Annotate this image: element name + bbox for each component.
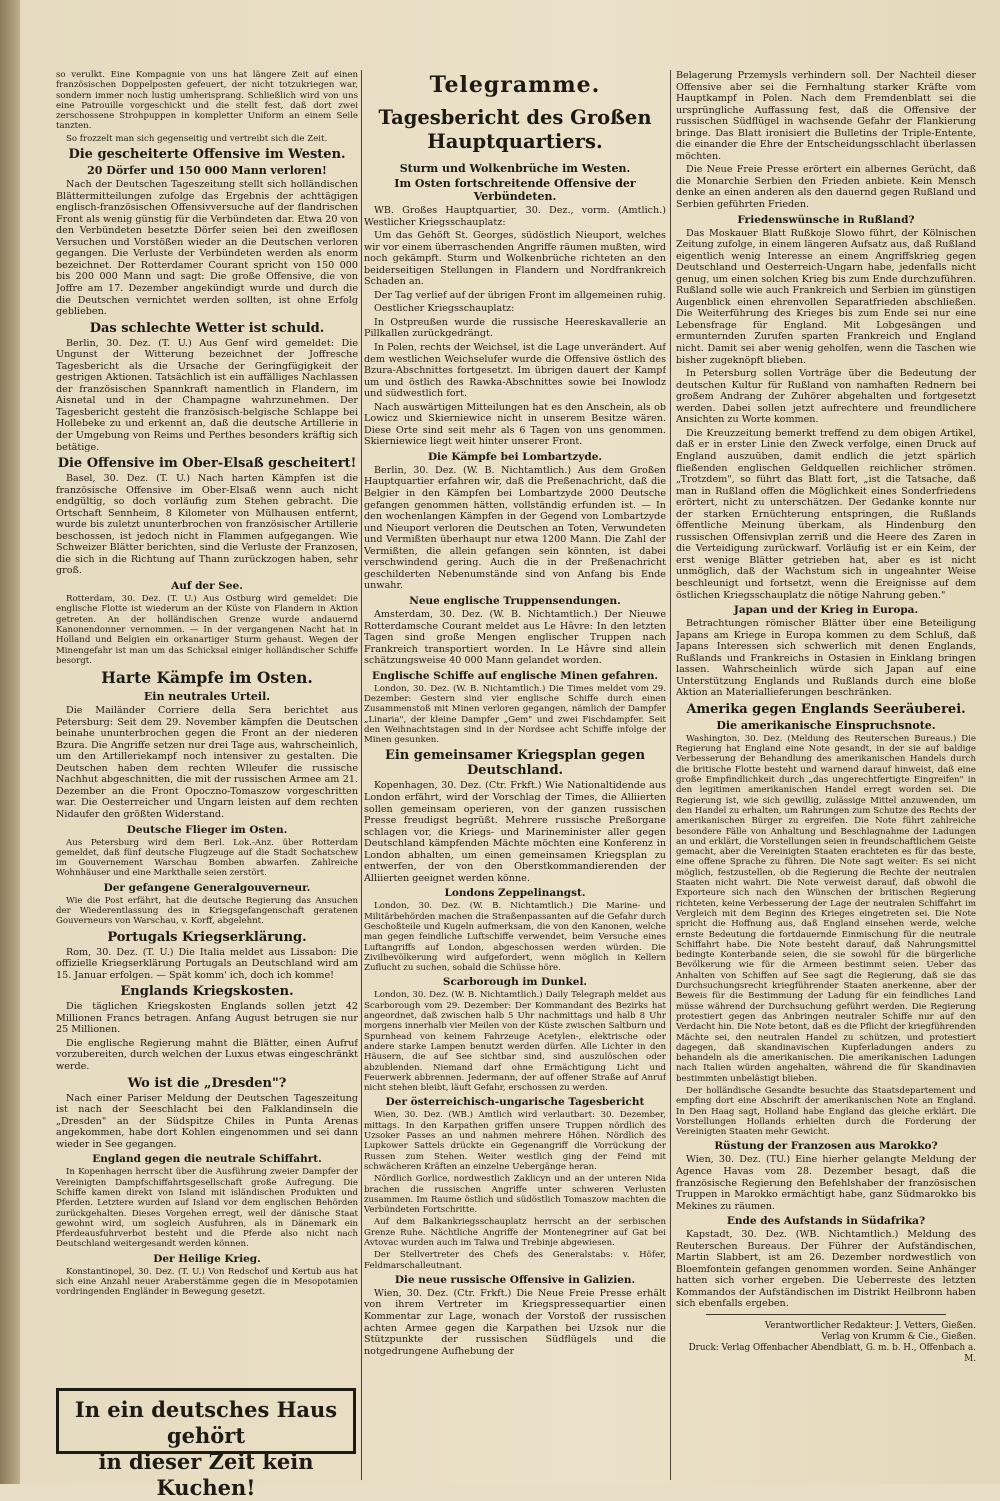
ad-line: In ein deutsches Haus gehört xyxy=(74,1397,338,1448)
article-text: In Kopenhagen herrscht über die Ausführung zweier Dampfer der Vereinigten Dampfschiffahrtsgesellschaft große Aufregung. Die Schiffe kamen direkt von Island mit isländischen Produkten und Pferden. Letztere wurden auf Island vor dem englischen Behörden zurückgehalten. Dieses Vorgehen erregt, weil der dänische Staat gewohnt wird, um sogleich Ausfuhren, als in Dänemark ein Pferdeausfuhrverbot besteht und die Pferde also nicht nach Deutschland weitergesandt werden können. xyxy=(56,1167,358,1250)
headline: Friedenswünsche in Rußland? xyxy=(737,213,915,226)
article-text: Rom, 30. Dez. (T. U.) Die Italia meldet aus Lissabon: Die offizielle Kriegserklärung Portugals an Deutschland wird am 15. Januar erfolgen. — Spät komm' ich, doch ich komme! xyxy=(56,946,358,981)
headline: Der Heilige Krieg. xyxy=(153,1252,261,1265)
headline: Die Offensive im Ober-Elsaß gescheitert! xyxy=(57,456,357,472)
headline: Portugals Kriegserklärung. xyxy=(107,929,307,945)
headline: Der gefangene Generalgouverneur. xyxy=(103,881,311,894)
article-text: In Petersburg sollen Vorträge über die Bedeutung der deutschen Kultur für Rußland von namhaften Rednern bei großem Andrang der Zuhörer abgehalten und fortgesetzt werden. Dabei sollen jetzt aufrechtere und freundlichere Ansichten zu Worte kommen. xyxy=(676,368,976,426)
article-text: Konstantinopel, 30. Dez. (T. U.) Von Redschof und Kertub aus hat sich eine Anzahl neuer Araberstämme gegen die in Mesopotamien vordringenden Engländer in Bewegung gesetzt. xyxy=(56,1266,358,1298)
headline: Scarborough im Dunkel. xyxy=(442,976,588,989)
article-text: Amsterdam, 30. Dez. (W. B. Nichtamtlich.) Der Nieuwe Rotterdamsche Courant meldet aus Le Hâvre: In den letzten Tagen sind große Mengen englischer Truppen nach Frankreich transportiert worden. In Le Hâvre sind allein schätzungsweise 40 000 Mann gelandet worden. xyxy=(364,608,666,667)
article-text: London, 30. Dez. (W. B. Nichtamtlich.) Die Times meldet vom 29. Dezember: Gestern sind vier englische Schiffe durch einen Zusammenstoß mit Minen verloren gegangen, nämlich der Dampfer „Linaria", der kleine Dampfer „Gem" und zwei Fischdampfer. Seit den Weihnachtstagen sind in der Nordsee acht Schiffe infolge der Minen gesunken. xyxy=(364,683,666,746)
imprint-publisher: Verlag von Krumm & Cie., Gießen. xyxy=(821,1332,976,1343)
headline: Englische Schiffe auf englische Minen gefahren. xyxy=(372,669,658,682)
subheadline: Sturm und Wolkenbrüche im Westen. xyxy=(399,162,631,175)
article-text: Die Kreuzzeitung bemerkt treffend zu dem obigen Artikel, daß er in erster Linie den Zweck verfolge, einen Druck auf England auszuüben, damit endlich die jetzt spärlich fließenden englischen Geldquellen reichlicher strömen. „Trotzdem", so führt das Blatt fort, „ist die Tatsache, daß man in Rußland offen die Möglichkeit eines Sonderfriedens erörtert, nicht zu unterschätzen. Der Gedanke konnte nur der starken Ernüchterung entspringen, die Rußlands öffentliche Meinung überkam, als Hindenburg den russischen Offensivplan zerriß und die Heere des Zaren in die Verteidigung zurückwarf. Vorläufig ist er ein Keim, der erst wenige Blätter getrieben hat, aber es ist nicht unmöglich, daß der Wachstum sich in ungeahnter Weise beschleunigt und fortsetzt, wenn die Ereignisse auf dem östlichen Kriegsschauplatz die nötige Nahrung geben." xyxy=(676,427,976,601)
headline: Auf der See. xyxy=(171,580,243,593)
headline: Harte Kämpfe im Osten. xyxy=(101,668,313,688)
headline: Londons Zeppelinangst. xyxy=(444,887,586,900)
article-text: So frozzelt man sich gegenseitig und vertreibt sich die Zeit. xyxy=(66,133,328,144)
imprint-printer: Druck: Verlag Offenbacher Abendblatt, G. m. b. H., Offenbach a. M. xyxy=(688,1343,976,1365)
article-text: Betrachtungen römischer Blätter über eine Beteiligung Japans am Kriege in Europa kommen zu dem Schluß, daß Japans Interessen sich schwerlich mit denen Englands, Rußlands und Frankreichs in Ostasien in Einklang bringen lassen. Wahrscheinlich würde sich Japan auf eine Unterstützung Englands und Rußlands durch eine bloße Aktion an Materiallieferungen beschränken. xyxy=(676,618,976,699)
headline: Die neue russische Offensive in Galizien. xyxy=(394,1273,636,1286)
headline: England gegen die neutrale Schiffahrt. xyxy=(92,1153,322,1166)
article-text: In Ostpreußen wurde die russische Heereskavallerie an Pillkallen zurückgedrängt. xyxy=(364,316,666,340)
headline: Englands Kriegskosten. xyxy=(120,984,294,1000)
subheadline: 20 Dörfer und 150 000 Mann verloren! xyxy=(87,164,327,178)
page-binding-edge xyxy=(0,0,20,1484)
subheadline: Die amerikanische Einspruchsnote. xyxy=(716,718,936,732)
section-masthead: Telegramme. xyxy=(429,72,601,98)
article-text: Wie die Post erfährt, hat die deutsche Regierung das Ansuchen der Wiederentlassung des in Kriegsgefangenschaft geratenen Gouverneurs von Warschau, v. Korff, abgelehnt. xyxy=(56,895,358,927)
article-text: Nach der Deutschen Tageszeitung stellt sich holländischen Blättermitteilungen zufolge das Ergebnis der achttägigen englisch-französischen Offensivversuche auf der flandrischen Front als wenig günstig für die Verbündeten dar. Etwa 20 von den Verbündeten besetzte Dörfer seien bei den zweiflosen Versuchen und Vorstößen wieder an die Deutschen verloren gegangen. Die Verluste der Verbündeten werden als enorm bezeichnet. Der Rotterdamer Courant spricht von 150 000 bis 200 000 Mann und sagt: Die große Offensive, die von Joffre am 17. Dezember angekündigt wurde und durch die die Deutschen vernichtet werden sollten, ist ohne Erfolg geblieben. xyxy=(56,179,358,318)
imprint-editor: Verantwortlicher Redakteur: J. Vetters, Gießen. xyxy=(764,1321,976,1332)
headline: Die Kämpfe bei Lombartzyde. xyxy=(427,450,603,463)
article-text: Der Tag verlief auf der übrigen Front im allgemeinen ruhig. xyxy=(374,289,666,301)
article-text: Wien, 30. Dez. (TU.) Eine hierher gelangte Meldung der Agence Havas vom 28. Dezember besagt, daß die französische Regierung den Befehlshaber der französischen Truppen in Marokko ermächtigt habe, ganz Südmarokko bis Mekines zu räumen. xyxy=(676,1154,976,1212)
article-text: Wien, 30. Dez. (WB.) Amtlich wird verlautbart: 30. Dezember, mittags. In den Karpathen griffen unsere Truppen nördlich des Uzsoker Passes an und nahmen mehrere Höhen. Nördlich des Lupkower Sattels drückte ein Gegenangriff die Vorrückung der Russen zum Stehen. Weiter westlich ging der Feind mit schwächeren Kräften an einzelne Uebergänge heran. xyxy=(364,1110,666,1172)
article-text: Das Moskauer Blatt Rußkoje Slowo führt, der Kölnischen Zeitung zufolge, in einem längeren Aufsatz aus, daß Rußland eigentlich wenig Interesse an einem Angriffskrieg gegen Deutschland und Oesterreich-Ungarn habe, jedenfalls nicht genug, um einen solchen Krieg bis zum Ende durchzuführen. Rußland solle wie auch Frankreich und Serbien im günstigen Augenblick einen ehrenvollen Separatfrieden abschließen. Die Weiterführung des Krieges bis zum Ende sei nur eine Lebensfrage für England. Mit Lobgesängen und ermunternden Zurufen sparten Frankreich und England nicht. Damit sei aber wenig geholfen, wenn die Taschen wie bisher zugeknöpft blieben. xyxy=(676,227,976,366)
article-text: Der Stellvertreter des Chefs des Generalstabs: v. Höfer, Feldmarschalleutnant. xyxy=(364,1250,666,1271)
article-text: In Polen, rechts der Weichsel, ist die Lage unverändert. Auf dem westlichen Weichselufer wurde die Offensive östlich des Bzura-Abschnittes fortgesetzt. Im übrigen dauert der Kampf um und östlich des Rawka-Abschnittes sowie bei Inowlodz und südwestlich fort. xyxy=(364,342,666,400)
article-text: WB. Großes Hauptquartier, 30. Dez., vorm. (Amtlich.) Westlicher Kriegsschauplatz: xyxy=(364,205,666,228)
article-text: London, 30. Dez. (W. B. Nichtamtlich.) Die Marine- und Militärbehörden machen die Straßenpassanten auf die Gefahr durch Geschoßteile und Kugeln aufmerksam, die von den Kanonen, welche man gegen feindliche Luftschiffe verwendet, beim Versuche eines Luftangriffs auf London, abgeschossen werden würden. Die Zivilbevölkerung wird aufgefordert, wenn möglich in Kellern Zuflucht zu suchen, sobald die Schüsse höre. xyxy=(364,901,666,974)
headline: Das schlechte Wetter ist schuld. xyxy=(89,320,325,336)
column-left xyxy=(56,70,358,1470)
headline: Neue englische Truppensendungen. xyxy=(409,594,621,607)
article-text: Basel, 30. Dez. (T. U.) Nach harten Kämpfen ist die französische Offensive im Ober-Elsaß wenn auch nicht endgültig, so doch vorläufig zum Stehen gebracht. Die Ortschaft Sennheim, 8 Kilometer von Mülhausen entfernt, wurde bis zuletzt ununterbrochen von französischer Artillerie beschossen, ist jedoch nicht in Flammen aufgegangen. Wie Schweizer Blätter berichten, sind die Verluste der Franzosen, die sich in die Richtung auf Thann zurückzogen haben, sehr groß. xyxy=(56,473,358,577)
main-headline: Tagesbericht des Großen Hauptquartiers. xyxy=(378,106,652,153)
article-text: Um das Gehöft St. Georges, südöstlich Nieuport, welches wir vor einem überraschenden Angriffe räumen mußten, wird noch gekämpft. Sturm und Wolkenbrüche richteten an den beiderseitigen Stellungen in Flandern und Nordfrankreich Schaden an. xyxy=(364,230,666,288)
article-text: Berlin, 30. Dez. (T. U.) Aus Genf wird gemeldet: Die Ungunst der Witterung bezeichnet der Joffresche Tagesbericht als die Ursache der Geringfügigkeit der gestrigen Aktionen. Tatsächlich ist ein auffälliges Nachlassen der französischen Spannkraft namentlich in Flandern, im Aisnetal und in der Champagne wahrzunehmen. Der Tagesbericht gesteht die französisch-belgische Schlappe bei Hollebeke zu und erkennt an, daß die deutsche Artillerie in der Umgebung von Reims und Perthes besonders kräftig sich betätige. xyxy=(56,337,358,453)
article-text: Auf dem Balkankriegsschauplatz herrscht an der serbischen Grenze Ruhe. Nächtliche Angriffe der Montenegriner auf Gat bei Avtovac wurden auch im Talwa und Trebinje abgewiesen. xyxy=(364,1217,666,1248)
article-text: London, 30. Dez. (W. B. Nichtamtlich.) Daily Telegraph meldet aus Scarborough vom 29. Dezember: Der Kommandant des Bezirks hat angeordnet, daß zwischen halb 5 Uhr nachmittags und halb 8 Uhr morgens innerhalb vier Meilen von der Küste zwischen Saltburn und Spurnhead von keinem Fahrzeuge Acetylen-, elektrische oder andere starke Lampen benutzt werden dürfen. Alle Lichter in den Häusern, die auf See sichtbar sind, sind auszulöschen oder abzublenden. Niemand darf ohne Ermächtigung Licht und Feuerwerk abbrennen. Jedermann, der auf offener Straße auf Anruf nicht stehen bleibt, läuft Gefahr, erschossen zu werden. xyxy=(364,990,666,1094)
boxed-advertisement xyxy=(56,1388,356,1500)
article-text: Die englische Regierung mahnt die Blätter, einen Aufruf vorzubereiten, durch welchen der Luxus etwas eingeschränkt werde. xyxy=(56,1037,358,1073)
article-text: Der holländische Gesandte besuchte das Staatsdepartement und empfing dort eine Abschrift der amerikanischen Note an England. In Den Haag sagt, Holland habe England das gleiche erklärt. Die Vorstellungen Hollands erhielten durch die Forderung der Vereinigten Staaten mehr Gewicht. xyxy=(676,1085,976,1138)
article-text: Die täglichen Kriegskosten Englands sollen jetzt 42 Millionen Francs betragen. Anfang August betrugen sie nur 25 Millionen. xyxy=(56,1001,358,1036)
article-text: Kopenhagen, 30. Dez. (Ctr. Frkft.) Wie Nationaltidende aus London erfährt, wird der Vorschlag der Times, die Alliierten sollen gemeinsam operieren, von der ganzen russischen Presse freudigst begrüßt. Mehrere russische Preßorgane schlagen vor, die Kriegs- und Marineminister aller gegen Deutschland kämpfenden Mächte möchten eine Konferenz in London abhalten, um einen gemeinsamen Kriegsplan zu entwerfen, der von den Oberstkommandierenden der Alliierten geeignet werden könne. xyxy=(364,780,666,884)
headline: Amerika gegen Englands Seeräuberei. xyxy=(686,701,966,717)
divider xyxy=(706,1314,946,1315)
article-text: Washington, 30. Dez. (Meldung des Reuterschen Bureaus.) Die Regierung hat England eine Note gesandt, in der sie auf baldige Verbesserung der Behandlung des amerikanischen Handels durch die britische Flotte besteht und warnend darauf hinweist, daß eine große Empfindlichkeit durch „das ungerechtfertigte Eingreifen" in den legitimen amerikanischen Handel erregt worden sei. Die Regierung ist, wie sich gewillig, zulässige Mittel anzuwenden, um den Handel zu erhalten, um Rahrungen zum Schutze des Rechts der amerikanischen Bürger zu ergreifen. Die Note führt zahlreiche besondere Fälle von Anhaltung und Beschlagnahme der Ladungen an und erklärt, die Vorstellungen seien in freundschaftlichem Geiste gemacht, aber die Vereinigten Staaten erachteten es für das beste, eine offene Sprache zu führen. Die Note sagt weiter: Es sei nicht möglich, festzustellen, ob die Regierung die Rechte der neutralen Staaten nicht wahrt. Die Note verweist darauf, daß obwohl die Exporteure sich nach den Wünschen der britischen Regierung richteten, keine Verbesserung der Lage der neutralen Schiffahrt im Vergleich mit dem Beginn des Krieges eingetreten sei. Die Note spricht die Hoffnung aus, daß England einsehen werde, welche ernste Bedeutung die fortdauernde Einmischung für die neutrale Schiffahrt habe. Die Note besteht darauf, daß Nahrungsmittel bedingte Konterbande seien, die sie sowohl für die bürgerliche Bevölkerung wie für die Armeen bestimmt seien. Ueber das Anhalten von Schiffen auf See sagt die Regierung, daß sie das Durchsuchungsrecht kriegführender Staaten anerkenne, aber der Beweis für die Bestimmung der Ladung für ein feindliches Land müsse während der Durchsuchung geführt werden. Die Regierung protestiert gegen das Anbringen neutraler Schiffe nur auf den Verdacht hin. Die Note betont, daß es die Pflicht der kriegführenden Mächte sei, den neutralen Handel zu schützen, und protestiert dagegen, daß skandinavischen Kupferladungen anders zu behandeln als die amerikanischen. Die amerikanischen Ladungen nach Italien würden angehalten, während die für Skandinavien bestimmten unbelästigt blieben. xyxy=(676,733,976,1084)
article-text: so verulkt. Eine Kompagnie von uns hat längere Zeit auf einen französischen Doppelposten gefeuert, der nicht totzukriegen war, sondern immer noch lustig umherisprang. Schließlich wird von uns eine Patrouille vorgeschickt und die stellt fest, daß dort zwei zerschossene Strohpuppen in kompletter Uniform an einem Seile tanzten. xyxy=(56,70,358,132)
article-text: Kapstadt, 30. Dez. (WB. Nichtamtlich.) Meldung des Reuterschen Bureaus. Der Führer der Aufständischen, Martin Slabbert, ist am 26. Dezember nordwestlich von Bloemfontein gefangen genommen worden. Seine Anhänger hatten sich vorher ergeben. Die Ueberreste des letzten Kommandos der Aufständischen im Distrikt Heilbronn haben sich ebenfalls ergeben. xyxy=(676,1229,976,1310)
column-middle xyxy=(364,70,666,1484)
article-text: Belagerung Przemysls verhindern soll. Der Nachteil dieser Offensive aber sei die Fernhaltung starker Kräfte vom Hauptkampf in Polen. Nach dem Fremdenblatt sei die ursprüngliche Auffassung fest, daß die Offensive der russischen Südflügel in wachsende Gefahr der Flankierung bringe. Das Blatt ironisiert die Bulletins der Triple-Entente, die einander die Ehre der Entscheidungsschlacht überlassen möchten. xyxy=(676,70,976,162)
ad-line: in dieser Zeit kein Kuchen! xyxy=(98,1449,314,1500)
column-rule-left xyxy=(361,70,362,1480)
article-text: Berlin, 30. Dez. (W. B. Nichtamtlich.) Aus dem Großen Hauptquartier erfahren wir, daß die Preßenachricht, daß die Belgier in den Kämpfen bei Lombartzyde 2000 Deutsche gefangen genommen hätten, vollständig erfunden ist. — In den wochenlangen Kämpfen in der Gegend von Lombartzyde und Nieuport verloren die Deutschen an Toten, Verwundeten und Vermißten überhaupt nur etwa 1200 Mann. Die Zahl der Vermißten, die allein gefangen sein könnten, ist dabei verschwindend gering. Auch die in der Preßenachricht geschilderten Nebenumstände sind von Anfang bis Ende unwahr. xyxy=(364,464,666,592)
headline: Rüstung der Franzosen aus Marokko? xyxy=(714,1140,938,1153)
headline: Ein gemeinsamer Kriegsplan gegen Deutschland. xyxy=(384,748,646,779)
article-text: Wien, 30. Dez. (Ctr. Frkft.) Die Neue Freie Presse erhält von ihrem Vertreter im Kriegspressequartier einen Kommentar zur Lage, wonach der Vorstoß der russischen achten Armee gegen die Karpathen bei Uzsok nur die Stützpunkte der russischen Südflügels und die notgedrungene Aufhebung der xyxy=(364,1287,666,1357)
headline: Ende des Aufstands in Südafrika? xyxy=(726,1215,926,1228)
headline: Deutsche Flieger im Osten. xyxy=(126,823,288,836)
headline: Der österreichisch-ungarische Tagesbericht xyxy=(385,1096,645,1109)
article-text: Nördlich Gorlice, nordwestlich Zaklicyn und an der unteren Nida brachen die russischen Angriffe unter schweren Verlusten zusammen. Im Raume östlich und südöstlich Tomaszow machten die Verbündeten Fortschritte. xyxy=(364,1174,666,1216)
headline: Die gescheiterte Offensive im Westen. xyxy=(68,147,346,163)
article-text: Nach einer Pariser Meldung der Deutschen Tageszeitung ist nach der Seeschlacht bei den Falklandinseln die „Dresden" an der Südspitze Chiles in Punta Arenas angekommen, habe dort Kohlen eingenommen und sei dann wieder in See gegangen. xyxy=(56,1092,358,1150)
subheadline: Ein neutrales Urteil. xyxy=(143,690,271,704)
article-text: Aus Petersburg wird dem Berl. Lok.-Anz. über Rotterdam gemeldet, daß fünf deutsche Flugzeuge auf die Stadt Sochatschew im Gouvernement Warschau Bomben abwarfen. Zahlreiche Wohnhäuser und eine Markthalle seien zerstört. xyxy=(56,837,358,879)
column-rule-right xyxy=(670,70,671,1480)
headline: Japan und der Krieg in Europa. xyxy=(733,604,919,617)
subheadline: Im Osten fortschreitende Offensive der Verbündeten. xyxy=(394,177,636,203)
article-text: Die Mailänder Corriere della Sera berichtet aus Petersburg: Seit dem 29. November kämpfen die Deutschen beinahe ununterbrochen gegen die Front an der niederen Bzura. Die Angriffe setzen nur drei Tage aus, wahrscheinlich, um den Artilleriekampf noch intensiver zu gestalten. Die Deutschen haben dem rechten Wlleufer die russische Nachhut abgeschnitten, die mit der russischen Armee am 21. Dezember an die Front Opoczno-Tomaszow vorgeschritten war. Die Oesterreicher und Ungarn leisten auf dem rechten Nidaufer den größten Widerstand. xyxy=(56,705,358,821)
article-text: Die Neue Freie Presse erörtert ein albernes Gerücht, daß die Monarchie Serbien den Frieden anbiete. Kein Mensch denke an einen anderen als den dauernd gegen Rußland und Serbien geführten Frieden. xyxy=(676,164,976,211)
column-right xyxy=(676,70,976,1490)
article-text: Nach auswärtigen Mitteilungen hat es den Anschein, als ob Lowicz und Skierniewice nicht in unserem Besitze wären. Diese Orte sind seit mehr als 6 Tagen von uns genommen. Skierniewice liegt weit hinter unserer Front. xyxy=(364,401,666,448)
article-text: Rotterdam, 30. Dez. (T. U.) Aus Ostburg wird gemeldet: Die englische Flotte ist wiederum an der Küste von Flandern in Aktion getreten. An der holländischen Grenze wurde andauernd Kanonendonner vernommen. — In der vergangenen Nacht hat in Holland und Belgien ein orkanartiger Sturm gehaust. Wegen der Minengefahr ist man um das Schicksal einiger holländischer Schiffe besorgt. xyxy=(56,594,358,666)
article-text: Oestlicher Kriegsschauplatz: xyxy=(374,303,515,315)
headline: Wo ist die „Dresden"? xyxy=(127,1075,287,1091)
